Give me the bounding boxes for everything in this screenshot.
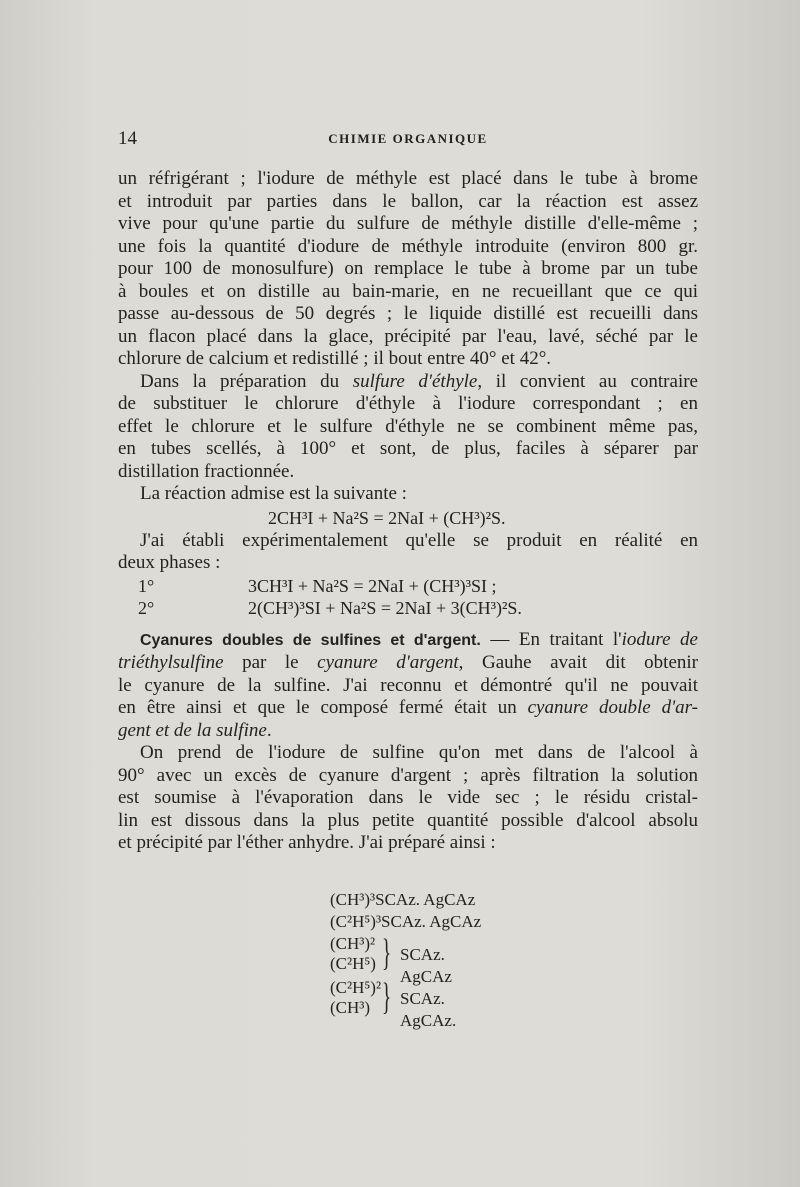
compound-list [330, 889, 482, 1030]
text-line: passe au-dessous de 50 degrés ; le liquide distillé est recueilli dans [118, 303, 698, 324]
spacer [118, 619, 698, 629]
running-title: CHIMIE ORGANIQUE [328, 131, 488, 146]
phase-equation [118, 575, 698, 597]
formula-rest: SCAz. AgCAz [400, 945, 452, 986]
text-line: effet le chlorure et le sulfure d'éthyle ne se combinent même pas, [118, 415, 698, 437]
italic-term: cyanure d'argent [317, 652, 459, 673]
text-run: Dans la préparation du [140, 370, 353, 392]
text-line: 90° avec un excès de cyanure d'argent ; après filtration la solution [118, 764, 698, 786]
radical-top: (CH³)² [330, 934, 376, 953]
phase-number: 2° [138, 597, 155, 618]
page-header [118, 128, 698, 152]
text-run: . [266, 719, 272, 741]
phase-number: 1° [138, 575, 155, 596]
section-heading: Cyanures doubles de sulfines et d'argent. [140, 631, 481, 649]
compound-formula: (CH³)³SCAz. AgCAz [330, 890, 476, 909]
compound-formula-mixed [330, 932, 481, 986]
page-body [118, 168, 698, 855]
italic-term: cyanure double d'ar- [527, 697, 698, 718]
text-line: lin est dissous dans la plus petite quantité possible d'alcool absolu [118, 809, 698, 831]
equation-text: 3CH³I + Na²S = 2NaI + (CH³)³SI ; [248, 575, 497, 596]
italic-term: triéthylsulfine [118, 652, 224, 673]
radical-bottom: (C²H⁵) [330, 954, 376, 973]
text-line: deux phases : [118, 552, 221, 573]
reaction-equation [118, 506, 698, 530]
text-line [118, 697, 698, 720]
paragraph-2 [118, 371, 698, 484]
page-number: 14 [118, 128, 137, 149]
text-line: On prend de l'iodure de sulfine qu'on met dans de l'alcool à [140, 742, 698, 763]
equation-text: 2CH³I + Na²S = 2NaI + (CH³)²S. [268, 507, 506, 528]
text-run: , Gauhe avait dit obtenir [458, 652, 698, 673]
phases-intro [118, 530, 698, 575]
text-line: un réfrigérant ; l'iodure de méthyle est placé dans le tube à brome [118, 168, 698, 189]
text-line: un flacon placé dans la glace, précipité par l'eau, lavé, séché par le [118, 325, 698, 347]
brace-glyph: } [382, 932, 392, 974]
text-run: en être ainsi et que le composé fermé était un [118, 697, 528, 718]
paragraph-final [118, 742, 698, 855]
text-line: chlorure de calcium et redistillé ; il bout entre 40° et 42°. [118, 348, 552, 369]
italic-term: sulfure d'éthyle [352, 370, 478, 392]
reaction-intro: La réaction admise est la suivante : [140, 483, 407, 504]
radical-top: (C²H⁵)² [330, 978, 382, 997]
text-line [118, 652, 698, 675]
text-line: pour 100 de monosulfure) on remplace le tube à brome par un tube [118, 258, 698, 279]
text-run: , il convient au contraire [477, 370, 698, 392]
text-run: par le [223, 652, 318, 673]
text-line: à boules et on distille au bain-marie, en ne recueillant que ce qui [118, 280, 698, 302]
text-line: J'ai établi expérimentalement qu'elle se produit en réalité en [140, 529, 698, 551]
formula-rest: SCAz. AgCAz. [400, 989, 457, 1030]
text-line [118, 371, 698, 394]
section-cyanures [118, 629, 698, 743]
text-line [118, 720, 698, 743]
compound-formula-mixed [330, 976, 481, 1030]
text-line: est soumise à l'évaporation dans le vide sec ; le résidu cristal- [118, 787, 698, 808]
italic-term: iodure de [621, 628, 698, 650]
text-line [118, 629, 698, 653]
text-line: une fois la quantité d'iodure de méthyle introduite (environ 800 gr. [118, 235, 698, 257]
text-run: — En traitant l' [480, 628, 622, 650]
compound-formula: (C²H⁵)³SCAz. AgCAz [330, 912, 482, 931]
italic-term: gent et de la sulfine [118, 719, 267, 741]
text-line: en tubes scellés, à 100° et sont, de plus, faciles à séparer par [118, 438, 698, 459]
brace-glyph: } [382, 976, 392, 1018]
text-line: et introduit par parties dans le ballon, car la réaction est assez [118, 190, 698, 212]
phase-equation [118, 597, 698, 619]
text-line: de substituer le chlorure d'éthyle à l'iodure correspondant ; en [118, 393, 698, 414]
text-line: vive pour qu'une partie du sulfure de méthyle distille d'elle-même ; [118, 213, 698, 234]
radical-bottom: (CH³) [330, 998, 371, 1017]
text-line: distillation fractionnée. [118, 460, 295, 482]
paragraph-1 [118, 168, 698, 371]
text-line: et précipité par l'éther anhydre. J'ai préparé ainsi : [118, 832, 496, 853]
equation-text: 2(CH³)³SI + Na²S = 2NaI + 3(CH³)²S. [248, 597, 522, 618]
text-line: le cyanure de la sulfine. J'ai reconnu et démontré qu'il ne pouvait [118, 674, 698, 696]
